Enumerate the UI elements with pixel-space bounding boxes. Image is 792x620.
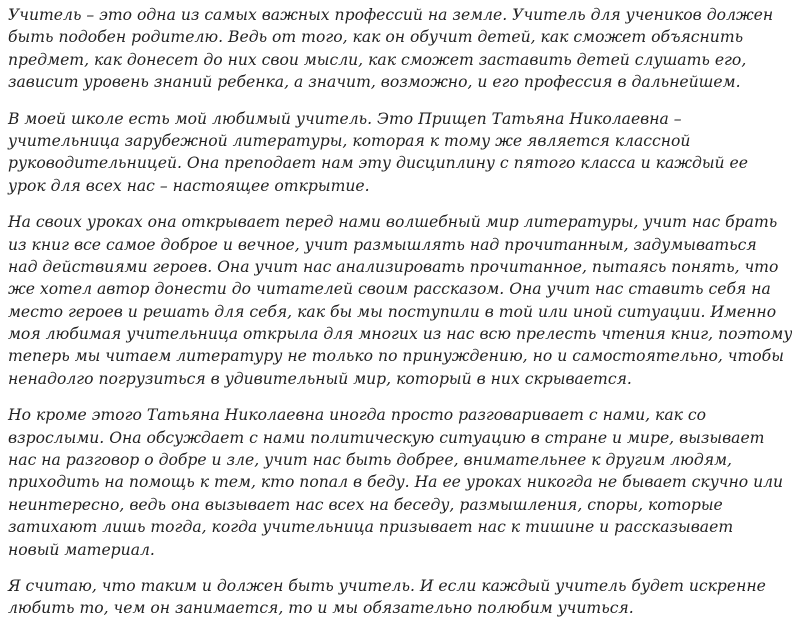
paragraph-5 [8, 575, 766, 620]
paragraph-3-line-7: теперь мы читаем литературу не только по принуждению, но и самостоятельно, чтобы [8, 347, 784, 366]
paragraph-4 [8, 404, 784, 561]
paragraph-2 [8, 108, 749, 198]
paragraph-4-line-7: новый материал. [8, 540, 155, 559]
paragraph-4-line-4: приходить на помощь к тем, кто попал в беду. На ее уроках никогда не бывает скучно или [8, 473, 784, 492]
paragraph-2-line-1: В моей школе есть мой любимый учитель. Это Прищеп Татьяна Николаевна – [8, 109, 682, 128]
paragraph-4-line-3: нас на разговор о добре и зле, учит нас быть добрее, внимательнее к другим людям, [8, 451, 732, 470]
paragraph-3-line-2: из книг все самое доброе и вечное, учит размышлять над прочитанным, задумываться [8, 235, 757, 254]
paragraph-1-line-4: зависит уровень знаний ребенка, а значит, возможно, и его профессия в дальнейшем. [8, 73, 741, 92]
article-text [8, 4, 792, 620]
paragraph-5-line-1: Я считаю, что таким и должен быть учитель. И если каждый учитель будет искренне [8, 576, 766, 595]
paragraph-4-line-1: Но кроме этого Татьяна Николаевна иногда просто разговаривает с нами, как со [8, 406, 707, 425]
paragraph-1 [8, 4, 774, 94]
paragraph-4-line-5: неинтересно, ведь она вызывает нас всех на беседу, размышления, споры, которые [8, 495, 723, 514]
paragraph-3-line-4: же хотел автор донести до читателей своим рассказом. Она учит нас ставить себя на [8, 280, 771, 299]
paragraph-2-line-3: руководительницей. Она преподает нам эту дисциплину с пятого класса и каждый ее [8, 154, 749, 173]
paragraph-1-line-2: быть подобен родителю. Ведь от того, как он обучит детей, как сможет объяснить [8, 28, 744, 47]
paragraph-2-line-4: урок для всех нас – настоящее открытие. [8, 176, 370, 195]
paragraph-3-line-5: место героев и решать для себя, как бы мы поступили в той или иной ситуации. Именно [8, 302, 777, 321]
paragraph-1-line-1: Учитель – это одна из самых важных профессий на земле. Учитель для учеников должен [8, 6, 774, 24]
paragraph-3-line-6: моя любимая учительница открыла для многих из нас всю прелесть чтения книг, поэтому [8, 325, 792, 344]
paragraph-spacer [8, 197, 728, 211]
paragraph-1-line-3: предмет, как донесет до них свои мысли, как сможет заставить детей слушать его, [8, 50, 747, 69]
paragraph-spacer [8, 390, 728, 404]
paragraph-5-line-2: любить то, чем он занимается, то и мы обязательно полюбим учиться. [8, 599, 634, 618]
paragraph-3-line-3: над действиями героев. Она учит нас анализировать прочитанное, пытаясь понять, что [8, 257, 779, 276]
paragraph-2-line-2: учительница зарубежной литературы, которая к тому же является классной [8, 131, 691, 150]
paragraph-3 [8, 211, 792, 390]
paragraph-spacer [8, 561, 728, 575]
paragraph-4-line-6: затихают лишь тогда, когда учительница призывает нас к тишине и рассказывает [8, 518, 734, 537]
paragraph-3-line-1: На своих уроках она открывает перед нами волшебный мир литературы, учит нас брать [8, 213, 778, 232]
paragraph-spacer [8, 94, 728, 108]
paragraph-4-line-2: взрослыми. Она обсуждает с нами политическую ситуацию в стране и мире, вызывает [8, 428, 765, 447]
paragraph-3-line-8: ненадолго погрузиться в удивительный мир, который в них скрывается. [8, 369, 632, 388]
